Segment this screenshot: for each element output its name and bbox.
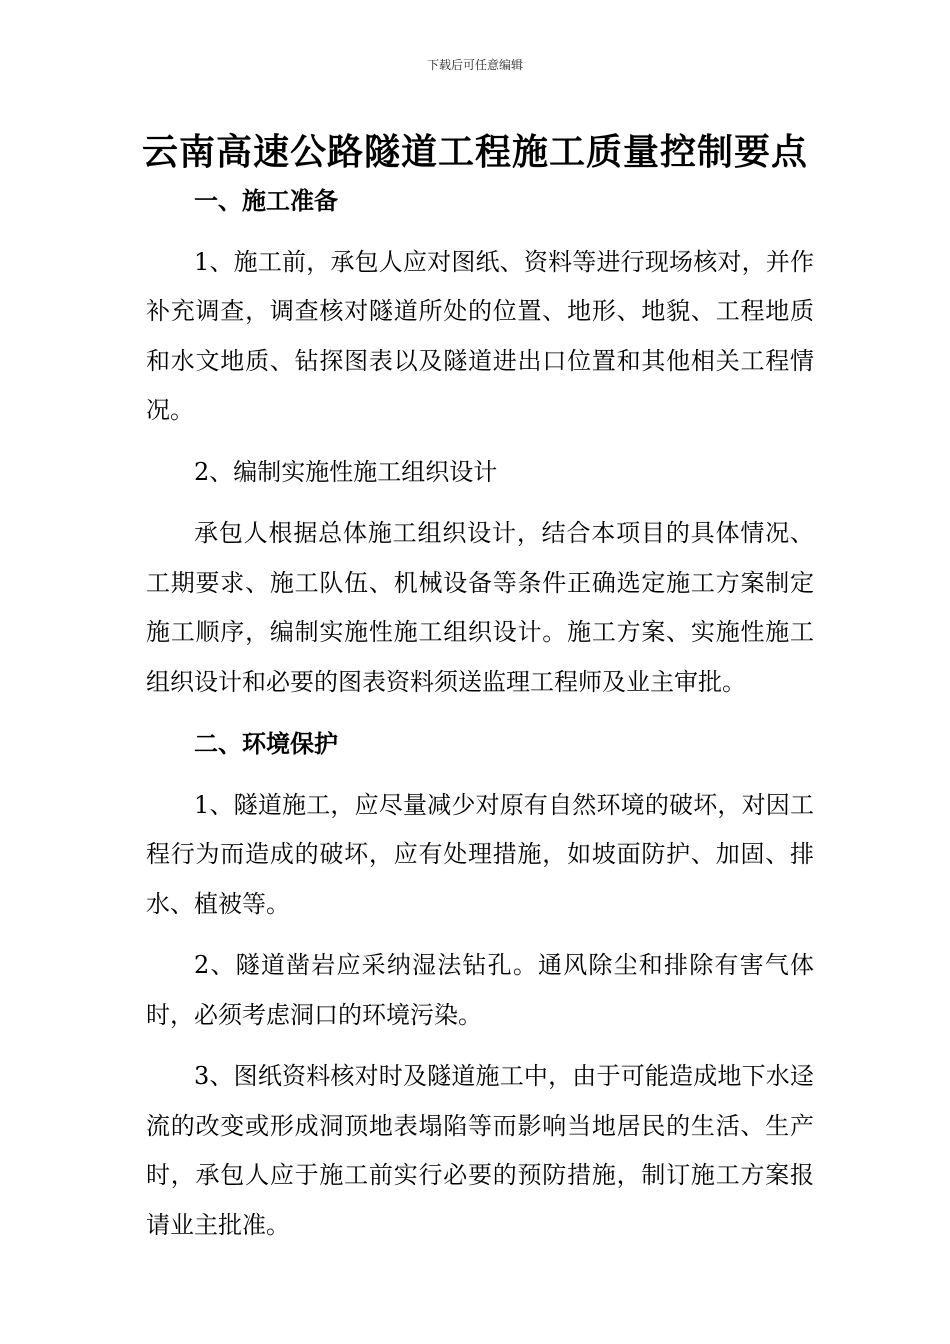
document-body xyxy=(146,176,814,1250)
paragraph: 2、编制实施性施工组织设计 xyxy=(194,457,498,486)
paragraph: 1、施工前，承包人应对图纸、资料等进行现场核对，并作补充调查，调查核对隧道所处的位置、地形、地貌、工程地质和水文地质、钻探图表以及隧道进出口位置和其他相关工程情况。 xyxy=(146,247,814,424)
paragraph: 3、图纸资料核对时及隧道施工中，由于可能造成地下水迳流的改变或形成洞顶地表塌陷等而影响当地居民的生活、生产时，承包人应于施工前实行必要的预防措施，制订施工方案报请业主批准。 xyxy=(146,1062,814,1239)
paragraph: 承包人根据总体施工组织设计，结合本项目的具体情况、工期要求、施工队伍、机械设备等条件正确选定施工方案制定施工顺序，编制实施性施工组织设计。施工方案、实施性施工组织设计和必要的图表资料须送监理工程师及业主审批。 xyxy=(146,519,814,696)
paragraph: 2、隧道凿岩应采纳湿法钻孔。通风除尘和排除有害气体时，必须考虑洞口的环境污染。 xyxy=(146,951,814,1029)
paragraph: 1、隧道施工，应尽量减少对原有自然环境的破坏，对因工程行为而造成的破坏，应有处理措施，如坡面防护、加固、排水、植被等。 xyxy=(146,790,814,918)
header-note: 下载后可任意编辑 xyxy=(426,58,523,72)
document-title: 云南高速公路隧道工程施工质量控制要点 xyxy=(141,131,808,173)
section-heading: 一、施工准备 xyxy=(194,186,338,215)
section-heading: 二、环境保护 xyxy=(194,729,338,758)
